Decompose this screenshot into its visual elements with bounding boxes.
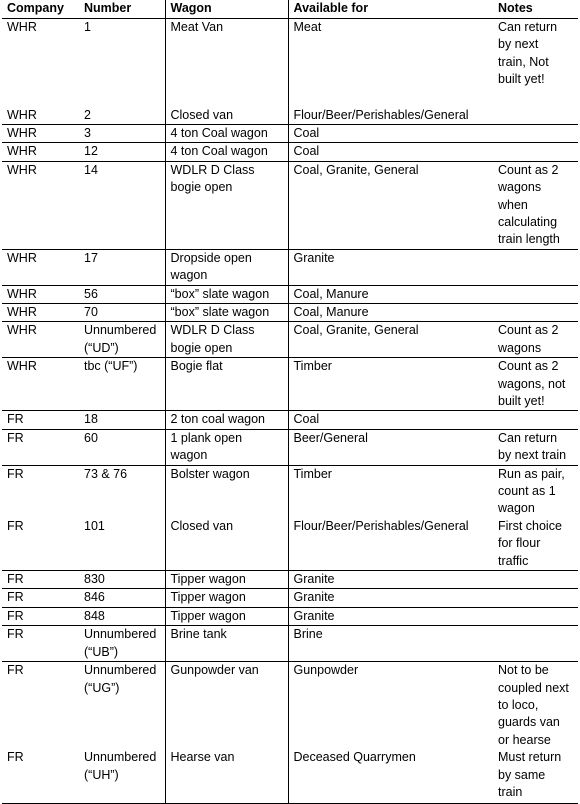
- cell-available-for: Coal: [288, 411, 493, 429]
- cell-number: Unnumbered (“UD”): [79, 322, 165, 358]
- cell-company: FR: [2, 518, 79, 571]
- cell-available-for: Granite: [288, 249, 493, 285]
- cell-company: WHR: [2, 303, 79, 321]
- table-row: [2, 589, 578, 607]
- cell-company: FR: [2, 571, 79, 589]
- header-available-for: Available for: [288, 0, 493, 19]
- cell-available-for: Brine: [288, 626, 493, 662]
- cell-number: Unnumbered (“UB”): [79, 626, 165, 662]
- cell-company: WHR: [2, 107, 79, 125]
- cell-number: 12: [79, 143, 165, 161]
- cell-notes: Count as 2 wagons when calculating train length: [493, 161, 578, 249]
- cell-available-for: Flour/Beer/Perishables/General: [288, 518, 493, 571]
- document-page: [2, 0, 578, 804]
- cell-company: FR: [2, 429, 79, 465]
- cell-notes: [493, 303, 578, 321]
- cell-company: WHR: [2, 124, 79, 142]
- cell-available-for: Deceased Quarrymen: [288, 749, 493, 803]
- cell-number: 1: [79, 19, 165, 107]
- cell-notes: First choice for flour traffic: [493, 518, 578, 571]
- cell-notes: [493, 411, 578, 429]
- cell-notes: [493, 626, 578, 662]
- cell-available-for: Coal: [288, 124, 493, 142]
- cell-company: FR: [2, 589, 79, 607]
- table-row: [2, 285, 578, 303]
- table-row: [2, 358, 578, 411]
- cell-available-for: Meat: [288, 19, 493, 107]
- wagon-table: [2, 0, 578, 804]
- cell-notes: Run as pair, count as 1 wagon: [493, 465, 578, 518]
- cell-available-for: Beer/General: [288, 429, 493, 465]
- cell-notes: Not to be coupled next to loco, guards van or hearse: [493, 662, 578, 750]
- cell-company: WHR: [2, 285, 79, 303]
- header-notes: Notes: [493, 0, 578, 19]
- cell-available-for: Granite: [293, 608, 335, 623]
- table-row: [2, 571, 578, 589]
- cell-notes: [493, 249, 578, 285]
- cell-available-for: Timber: [288, 465, 493, 518]
- cell-wagon: WDLR D Class bogie open: [165, 322, 288, 358]
- cell-number: 18: [79, 411, 165, 429]
- cell-company: WHR: [2, 322, 79, 358]
- cell-available-for: Coal, Manure: [288, 303, 493, 321]
- cell-wagon: 4 ton Coal wagon: [165, 124, 288, 142]
- header-wagon: Wagon: [165, 0, 288, 19]
- cell-wagon: WDLR D Class bogie open: [165, 161, 288, 249]
- cell-number: 60: [79, 429, 165, 465]
- cell-available-for: Gunpowder: [288, 662, 493, 750]
- cell-company: FR: [2, 749, 79, 803]
- table-row: [2, 411, 578, 429]
- cell-company: WHR: [2, 358, 79, 411]
- cell-wagon: Tipper wagon: [165, 589, 288, 607]
- cell-available-for: Granite: [288, 571, 493, 589]
- table-row: [2, 749, 578, 803]
- table-row: [2, 107, 578, 125]
- cell-number: 17: [79, 249, 165, 285]
- table-row: [2, 518, 578, 571]
- cell-number: 73 & 76: [79, 465, 165, 518]
- cell-company: FR: [7, 608, 24, 623]
- cell-number: 2: [79, 107, 165, 125]
- cell-wagon: Closed van: [165, 107, 288, 125]
- cell-notes: [493, 285, 578, 303]
- table-row: [2, 303, 578, 321]
- cell-notes: Count as 2 wagons, not built yet!: [493, 358, 578, 411]
- cell-available-for: Coal, Manure: [288, 285, 493, 303]
- cell-wagon: Closed van: [165, 518, 288, 571]
- table-row: [2, 465, 578, 518]
- cell-number: 846: [79, 589, 165, 607]
- cell-notes: [493, 607, 578, 625]
- cell-wagon: Bolster wagon: [165, 465, 288, 518]
- cell-number: tbc (“UF”): [79, 358, 165, 411]
- cell-wagon: Tipper wagon: [165, 607, 288, 625]
- cell-number: 70: [79, 303, 165, 321]
- cell-notes: Count as 2 wagons: [493, 322, 578, 358]
- cell-company: FR: [2, 411, 79, 429]
- table-row: [2, 143, 578, 161]
- cell-wagon: Tipper wagon: [165, 571, 288, 589]
- cell-number: Unnumbered (“UH”): [79, 749, 165, 803]
- cell-number: 3: [79, 124, 165, 142]
- cell-wagon: 4 ton Coal wagon: [165, 143, 288, 161]
- table-row: [2, 124, 578, 142]
- cell-company: WHR: [2, 19, 79, 107]
- table-body: [2, 19, 578, 804]
- cell-notes: [493, 107, 578, 125]
- cell-company: FR: [2, 662, 79, 750]
- cell-company: FR: [2, 626, 79, 662]
- cell-notes: Can return by next train, Not built yet!: [493, 19, 578, 107]
- table-header: [2, 0, 578, 19]
- cell-company: FR: [2, 465, 79, 518]
- table-row: [2, 249, 578, 285]
- cell-wagon: Hearse van: [165, 749, 288, 803]
- cell-available-for: Flour/Beer/Perishables/General: [288, 107, 493, 125]
- cell-wagon: Gunpowder van: [165, 662, 288, 750]
- cell-wagon: “box” slate wagon: [165, 285, 288, 303]
- cell-wagon: 2 ton coal wagon: [165, 411, 288, 429]
- header-row: [2, 0, 578, 19]
- cell-number: 14: [79, 161, 165, 249]
- cell-notes: [493, 143, 578, 161]
- cell-available-for: Timber: [288, 358, 493, 411]
- table-row: [2, 322, 578, 358]
- cell-number: 848: [84, 608, 105, 623]
- cell-company: WHR: [2, 249, 79, 285]
- table-row: [2, 161, 578, 249]
- cell-company: WHR: [2, 143, 79, 161]
- header-company: Company: [2, 0, 79, 19]
- cell-notes: [493, 589, 578, 607]
- cell-number: 101: [79, 518, 165, 571]
- cell-notes: Can return by next train: [493, 429, 578, 465]
- table-row: [2, 429, 578, 465]
- cell-wagon: Bogie flat: [165, 358, 288, 411]
- cell-wagon: 1 plank open wagon: [165, 429, 288, 465]
- cell-available-for: Granite: [288, 589, 493, 607]
- cell-company: WHR: [2, 161, 79, 249]
- cell-notes: Must return by same train: [493, 749, 578, 803]
- cell-wagon: Meat Van: [165, 19, 288, 107]
- header-number: Number: [79, 0, 165, 19]
- cell-number: 56: [79, 285, 165, 303]
- table-row: [2, 626, 578, 662]
- cell-wagon: Brine tank: [165, 626, 288, 662]
- cell-available-for: Coal: [288, 143, 493, 161]
- cell-wagon: “box” slate wagon: [165, 303, 288, 321]
- cell-available-for: Coal, Granite, General: [288, 322, 493, 358]
- cell-notes: [493, 124, 578, 142]
- table-row: [2, 607, 578, 625]
- cell-wagon: Dropside open wagon: [165, 249, 288, 285]
- cell-number: Unnumbered (“UG”): [79, 662, 165, 750]
- cell-number: 830: [79, 571, 165, 589]
- cell-available-for: Coal, Granite, General: [288, 161, 493, 249]
- table-row: [2, 19, 578, 107]
- table-row: [2, 662, 578, 750]
- cell-notes: [493, 571, 578, 589]
